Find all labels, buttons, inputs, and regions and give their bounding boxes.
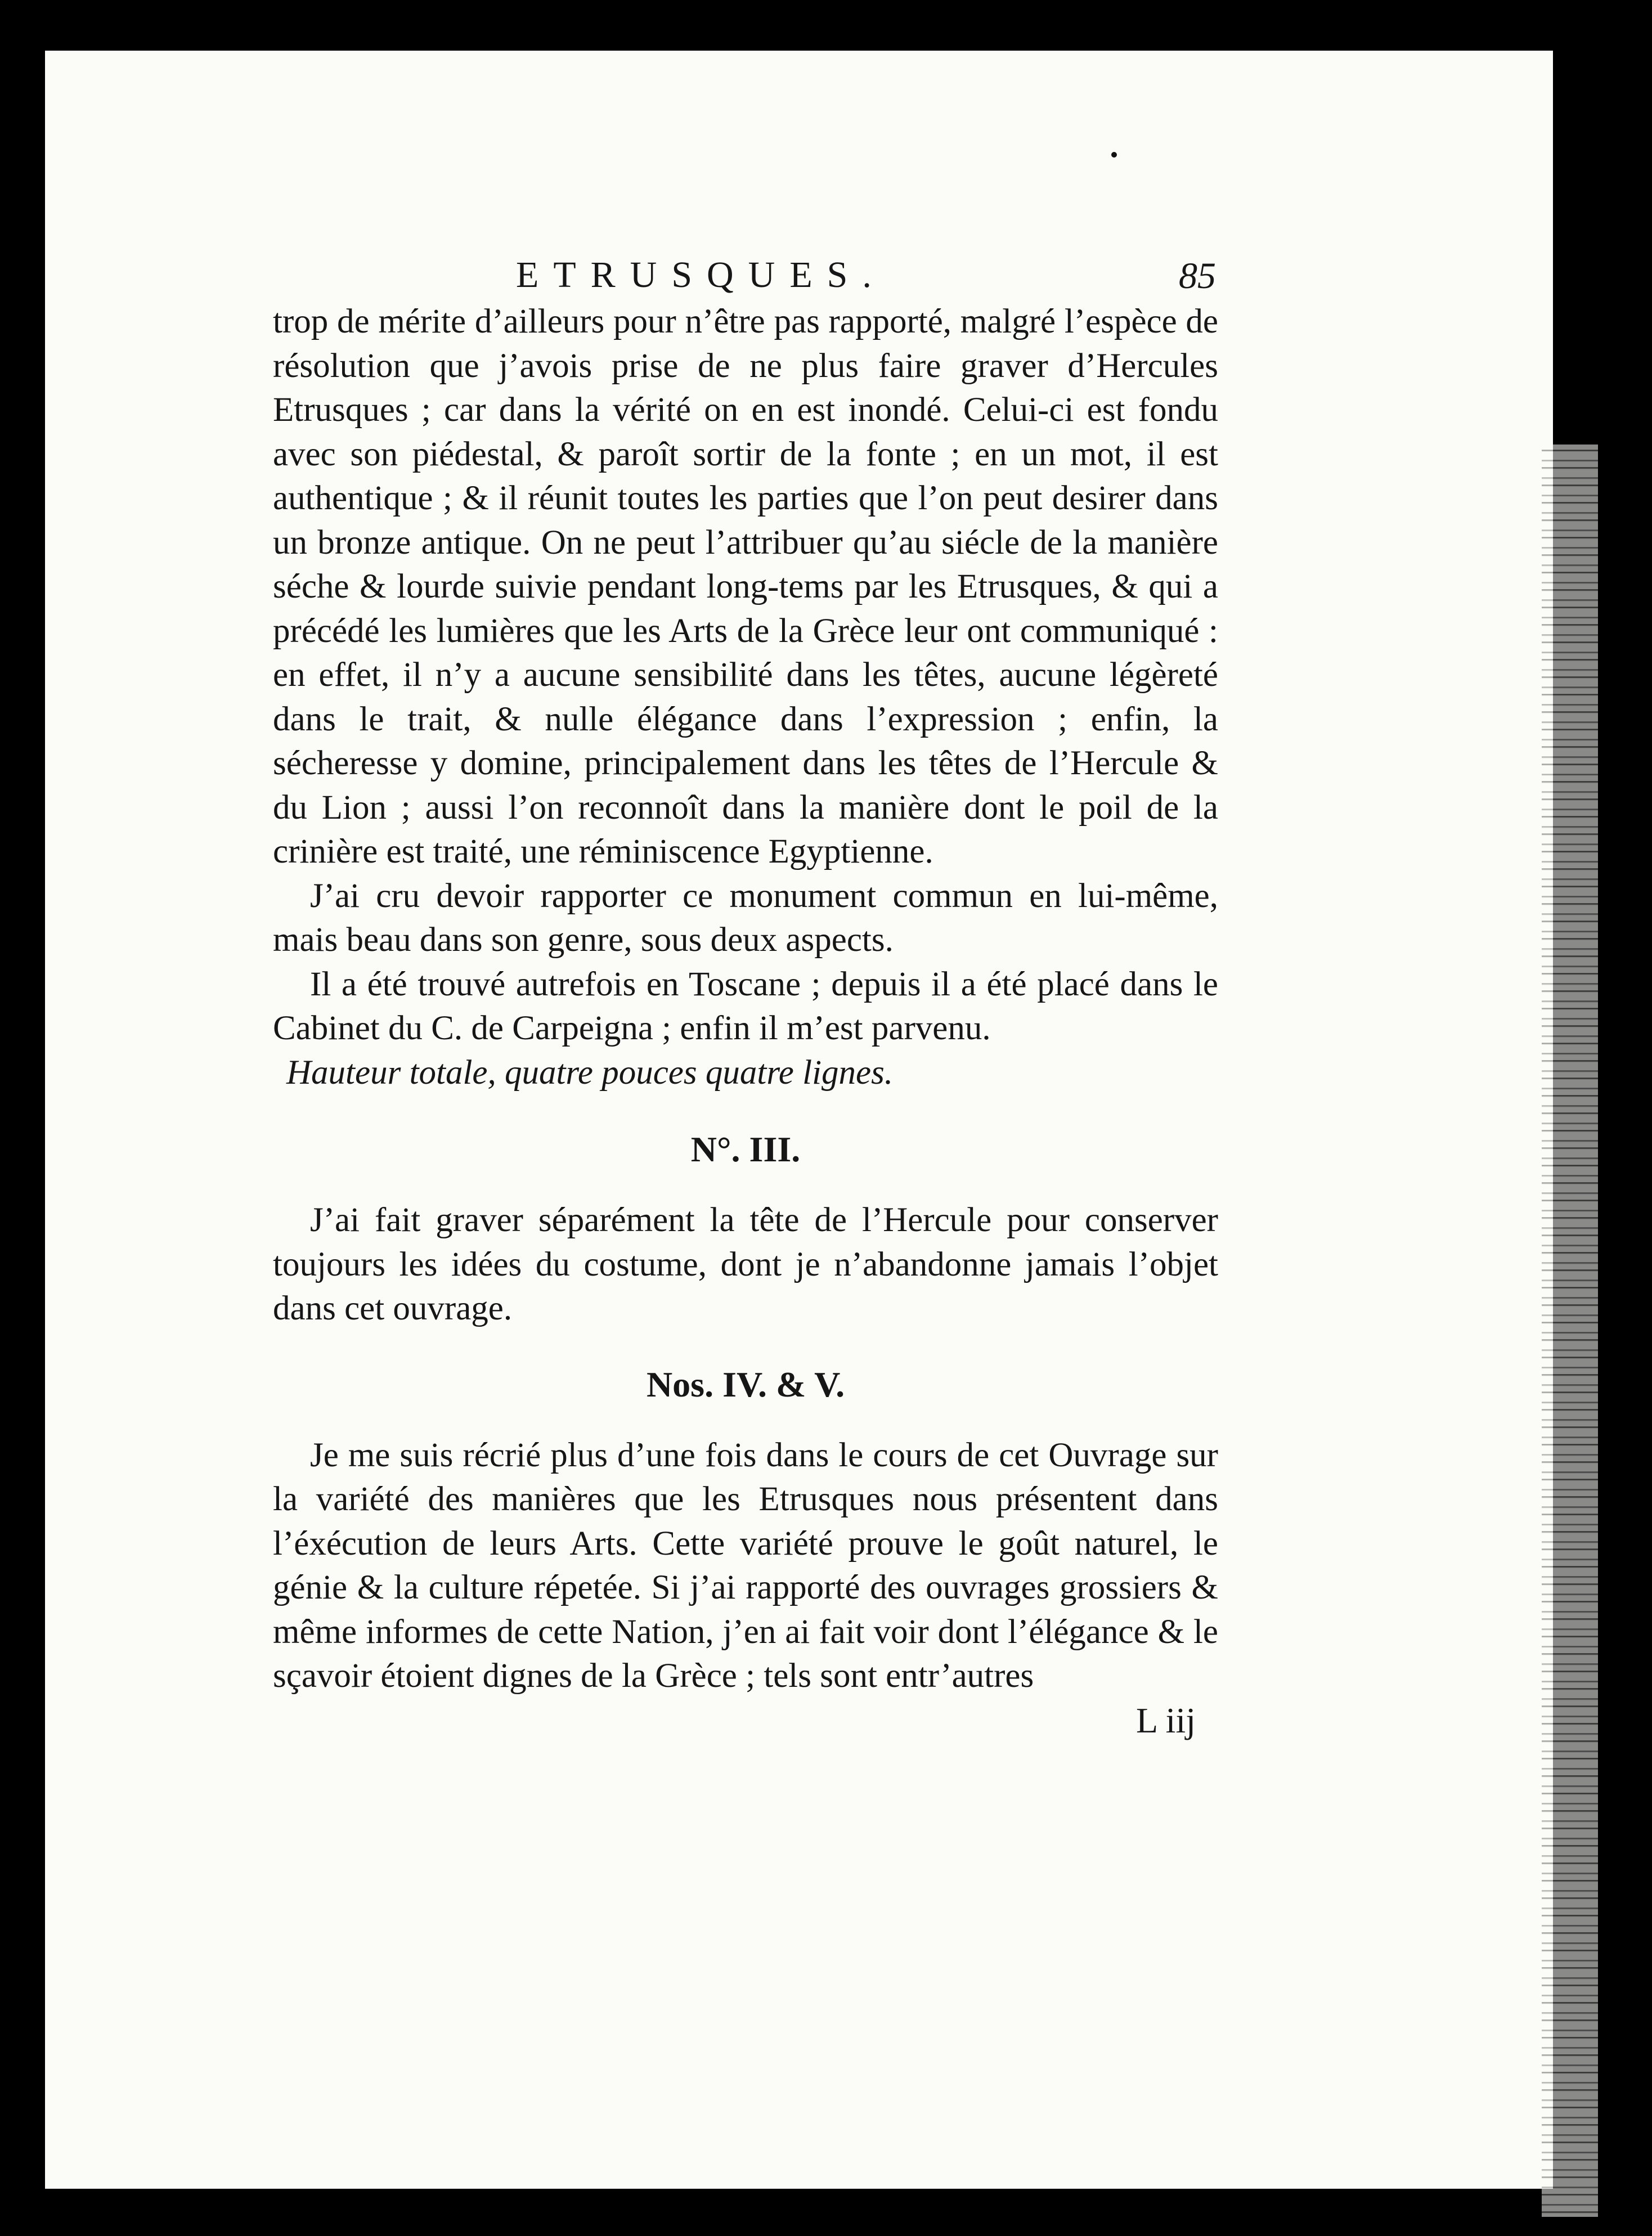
running-title: ETRUSQUES. [516, 254, 886, 295]
paragraph-monument: J’ai cru devoir rapporter ce monument commun en lui-même, mais beau dans son genre, sous deux aspects. [273, 877, 1218, 959]
height-note: Hauteur totale, quatre pouces quatre lignes. [286, 1053, 894, 1092]
section-4-5-text: Je me suis récrié plus d’une fois dans le cours de cet Ouvrage sur la variété des manières que les Etrusques nous présentent dans l’éxécution de leurs Arts. Cette variété prouve le goût naturel, le génie & la culture répetée. Si j’ai rapporté des ouvrages grossiers & même informes de cette Nation, j’en ai fait voir dont l’élégance & le sçavoir étoient dignes de la Grèce ; tels sont entr’autres [273, 1436, 1218, 1695]
running-head [273, 250, 1218, 300]
page-text-block [273, 250, 1218, 1743]
paragraph-provenance: Il a été trouvé autrefois en Toscane ; depuis il a été placé dans le Cabinet du C. de Carpeigna ; enfin il m’est parvenu. [273, 965, 1218, 1047]
paragraph-continuation: trop de mérite d’ailleurs pour n’être pas rapporté, malgré l’espèce de résolution que j’avois prise de ne plus faire graver d’Hercules Etrusques ; car dans la vérité on en est inondé. Celui-ci est fondu avec son piédestal, & paroît sortir de la fonte ; en un mot, il est authentique ; & il réunit toutes les parties que l’on peut desirer dans un bronze antique. On ne peut l’attribuer qu’au siécle de la manière séche & lourde suivie pendant long-tems par les Etrusques, & qui a précédé les lumières que les Arts de la Grèce leur ont communiqué : en effet, il n’y a aucune sensibilité dans les têtes, aucune légèreté dans le trait, & nulle élégance dans l’expression ; enfin, la sécheresse y domine, principalement dans les têtes de l’Hercule & du Lion ; aussi l’on reconnoît dans la manière dont le poil de la crinière est traité, une réminiscence Egyptienne. [273, 303, 1218, 870]
scan-edge-artifact [1542, 444, 1598, 2217]
signature-mark: L iij [1135, 1700, 1196, 1740]
section-heading-3: N°. III. [690, 1129, 801, 1169]
section-heading-4-5: Nos. IV. & V. [646, 1364, 845, 1404]
book-page [45, 51, 1553, 2189]
section-3-text: J’ai fait graver séparément la tête de l’Hercule pour conserver toujours les idées du costume, dont je n’abandonne jamais l’objet dans cet ouvrage. [273, 1201, 1218, 1327]
page-number: 85 [1179, 255, 1216, 297]
ink-speck [1111, 152, 1117, 158]
